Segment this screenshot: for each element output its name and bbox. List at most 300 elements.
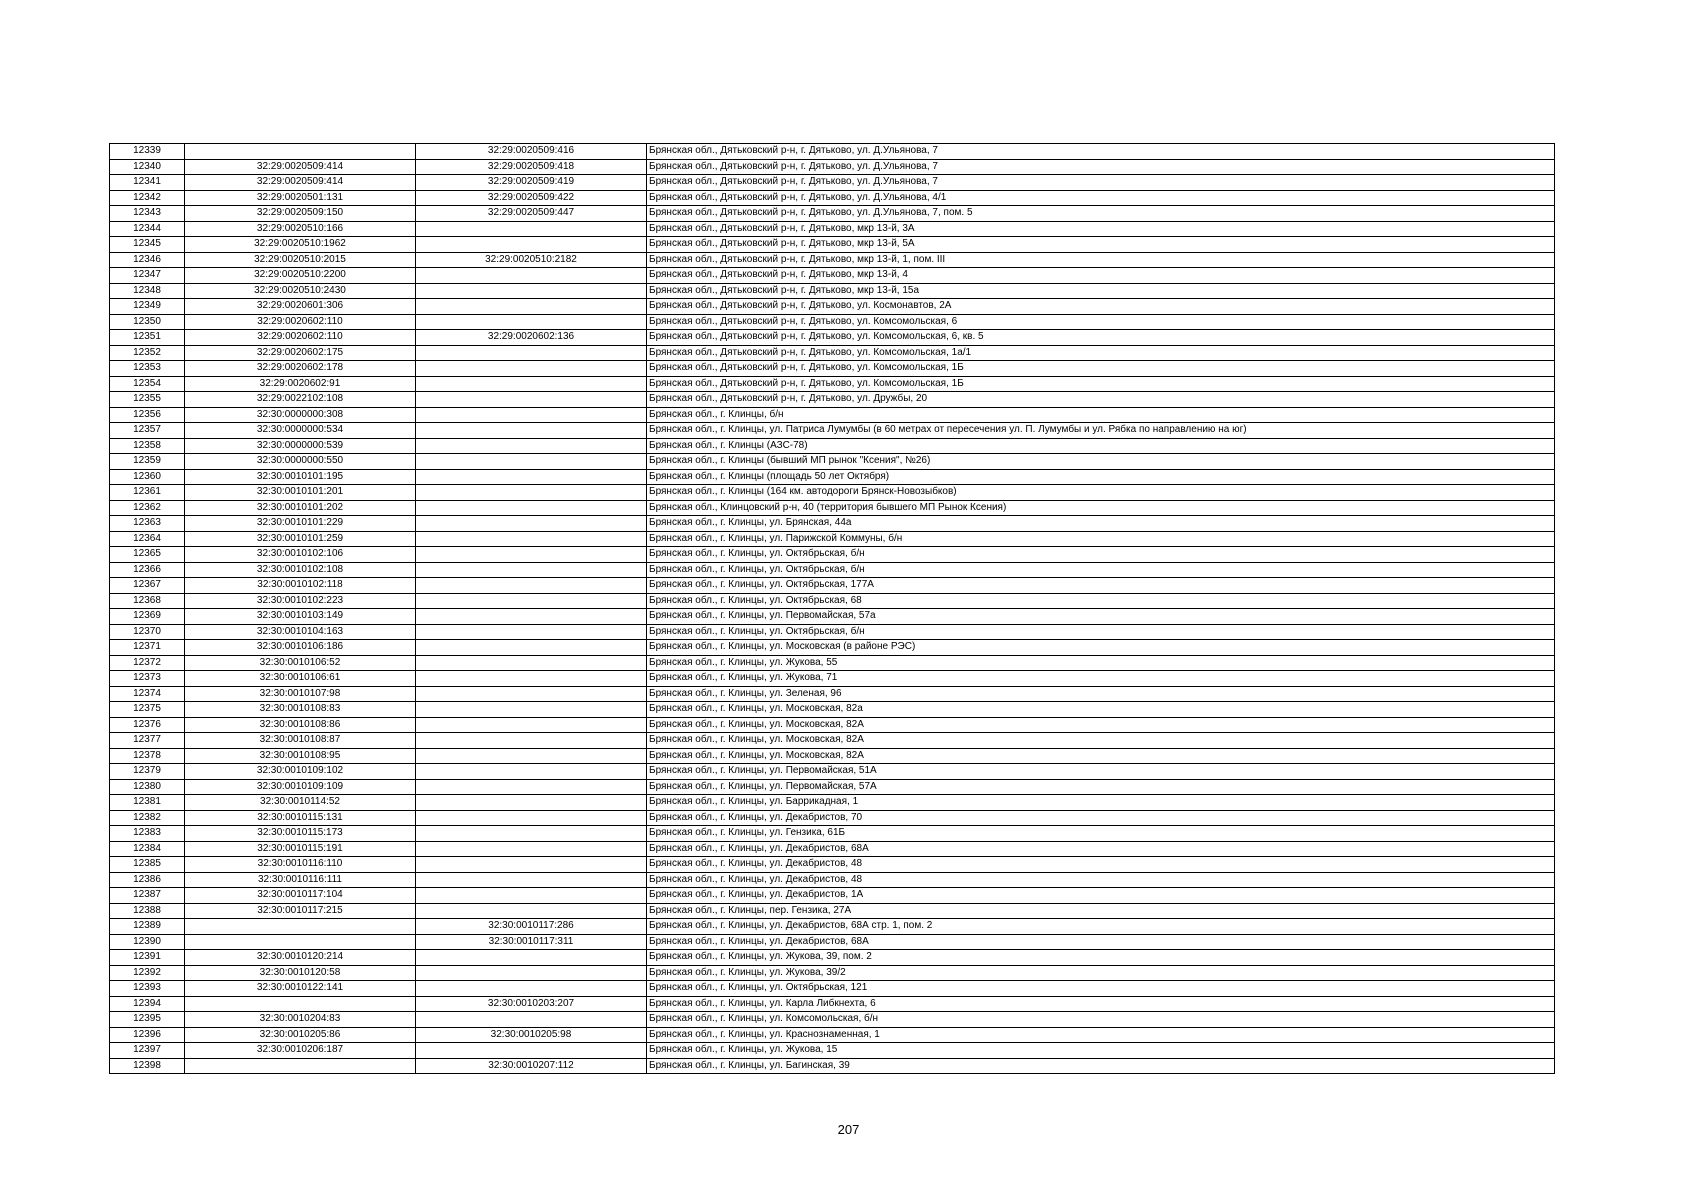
table-row xyxy=(110,609,1555,625)
address-cell: Брянская обл., Дятьковский р-н, г. Дятьково, ул. Комсомольская, 6 xyxy=(647,314,1555,330)
row-number-cell: 12352 xyxy=(110,345,185,361)
address-cell: Брянская обл., Дятьковский р-н, г. Дятьково, ул. Комсомольская, 6, кв. 5 xyxy=(647,330,1555,346)
address-cell: Брянская обл., г. Клинцы, ул. Жукова, 15 xyxy=(647,1043,1555,1059)
address-cell: Брянская обл., г. Клинцы, ул. Жукова, 71 xyxy=(647,671,1555,687)
page-number: 207 xyxy=(837,1122,860,1137)
row-number-cell: 12351 xyxy=(110,330,185,346)
parcel-number-cell: 32:30:0010107:98 xyxy=(185,686,416,702)
building-number-cell xyxy=(416,454,647,470)
address-cell: Брянская обл., г. Клинцы, ул. Декабристов, 48 xyxy=(647,857,1555,873)
row-number-cell: 12383 xyxy=(110,826,185,842)
building-number-cell xyxy=(416,810,647,826)
row-number-cell: 12367 xyxy=(110,578,185,594)
address-cell: Брянская обл., г. Клинцы, ул. Жукова, 39, пом. 2 xyxy=(647,950,1555,966)
building-number-cell xyxy=(416,779,647,795)
address-cell: Брянская обл., г. Клинцы, ул. Багинская, 39 xyxy=(647,1058,1555,1074)
parcel-number-cell: 32:30:0010101:201 xyxy=(185,485,416,501)
address-cell: Брянская обл., г. Клинцы, б/н xyxy=(647,407,1555,423)
building-number-cell xyxy=(416,950,647,966)
table-row xyxy=(110,531,1555,547)
parcel-number-cell: 32:30:0010101:195 xyxy=(185,469,416,485)
table-row xyxy=(110,640,1555,656)
parcel-number-cell: 32:30:0010106:61 xyxy=(185,671,416,687)
address-cell: Брянская обл., г. Клинцы, ул. Парижской Коммуны, б/н xyxy=(647,531,1555,547)
table-row xyxy=(110,702,1555,718)
building-number-cell xyxy=(416,748,647,764)
building-number-cell xyxy=(416,314,647,330)
address-cell: Брянская обл., Дятьковский р-н, г. Дятьково, ул. Дружбы, 20 xyxy=(647,392,1555,408)
table-row xyxy=(110,1043,1555,1059)
table-row xyxy=(110,717,1555,733)
building-number-cell xyxy=(416,640,647,656)
table-row xyxy=(110,190,1555,206)
table-row xyxy=(110,283,1555,299)
building-number-cell xyxy=(416,531,647,547)
building-number-cell xyxy=(416,221,647,237)
row-number-cell: 12391 xyxy=(110,950,185,966)
row-number-cell: 12355 xyxy=(110,392,185,408)
address-cell: Брянская обл., Дятьковский р-н, г. Дятьково, ул. Космонавтов, 2А xyxy=(647,299,1555,315)
parcel-number-cell: 32:29:0020510:1962 xyxy=(185,237,416,253)
table-row xyxy=(110,919,1555,935)
building-number-cell xyxy=(416,857,647,873)
table-row xyxy=(110,671,1555,687)
row-number-cell: 12358 xyxy=(110,438,185,454)
address-cell: Брянская обл., г. Клинцы, ул. Октябрьская, б/н xyxy=(647,624,1555,640)
parcel-number-cell: 32:30:0010104:163 xyxy=(185,624,416,640)
parcel-number-cell xyxy=(185,919,416,935)
address-cell: Брянская обл., г. Клинцы, пер. Гензика, 27А xyxy=(647,903,1555,919)
table-row xyxy=(110,547,1555,563)
table-row xyxy=(110,1012,1555,1028)
row-number-cell: 12360 xyxy=(110,469,185,485)
address-cell: Брянская обл., г. Клинцы, ул. Первомайская, 51А xyxy=(647,764,1555,780)
table-row xyxy=(110,686,1555,702)
table-row xyxy=(110,485,1555,501)
parcel-number-cell: 32:29:0020510:166 xyxy=(185,221,416,237)
address-cell: Брянская обл., г. Клинцы, ул. Декабристов, 68А стр. 1, пом. 2 xyxy=(647,919,1555,935)
table-row xyxy=(110,454,1555,470)
parcel-number-cell: 32:30:0010109:102 xyxy=(185,764,416,780)
row-number-cell: 12393 xyxy=(110,981,185,997)
table-row xyxy=(110,500,1555,516)
row-number-cell: 12353 xyxy=(110,361,185,377)
parcel-number-cell: 32:30:0010122:141 xyxy=(185,981,416,997)
table-row xyxy=(110,733,1555,749)
table-row xyxy=(110,299,1555,315)
parcel-number-cell: 32:30:0010106:52 xyxy=(185,655,416,671)
row-number-cell: 12348 xyxy=(110,283,185,299)
building-number-cell xyxy=(416,609,647,625)
table-row xyxy=(110,314,1555,330)
building-number-cell xyxy=(416,1012,647,1028)
building-number-cell xyxy=(416,888,647,904)
table-row xyxy=(110,578,1555,594)
table-row xyxy=(110,996,1555,1012)
address-cell: Брянская обл., г. Клинцы, ул. Баррикадная, 1 xyxy=(647,795,1555,811)
address-cell: Брянская обл., Дятьковский р-н, г. Дятьково, ул. Д.Ульянова, 7 xyxy=(647,144,1555,160)
row-number-cell: 12343 xyxy=(110,206,185,222)
building-number-cell xyxy=(416,671,647,687)
parcel-number-cell xyxy=(185,996,416,1012)
table-row xyxy=(110,903,1555,919)
building-number-cell: 32:29:0020602:136 xyxy=(416,330,647,346)
address-cell: Брянская обл., г. Клинцы, ул. Октябрьская, б/н xyxy=(647,547,1555,563)
address-cell: Брянская обл., г. Клинцы (164 км. автодороги Брянск-Новозыбков) xyxy=(647,485,1555,501)
parcel-number-cell: 32:29:0020602:110 xyxy=(185,330,416,346)
building-number-cell xyxy=(416,826,647,842)
parcel-number-cell: 32:29:0020509:414 xyxy=(185,159,416,175)
parcel-number-cell: 32:30:0010101:259 xyxy=(185,531,416,547)
row-number-cell: 12388 xyxy=(110,903,185,919)
row-number-cell: 12382 xyxy=(110,810,185,826)
row-number-cell: 12347 xyxy=(110,268,185,284)
parcel-number-cell: 32:29:0020602:175 xyxy=(185,345,416,361)
table-row xyxy=(110,888,1555,904)
address-cell: Брянская обл., г. Клинцы, ул. Октябрьская, 177А xyxy=(647,578,1555,594)
parcel-number-cell: 32:30:0010102:106 xyxy=(185,547,416,563)
row-number-cell: 12354 xyxy=(110,376,185,392)
building-number-cell xyxy=(416,764,647,780)
table-row xyxy=(110,423,1555,439)
table-row xyxy=(110,1027,1555,1043)
address-cell: Брянская обл., г. Клинцы, ул. Первомайская, 57А xyxy=(647,779,1555,795)
address-cell: Брянская обл., г. Клинцы, ул. Московская, 82А xyxy=(647,733,1555,749)
row-number-cell: 12369 xyxy=(110,609,185,625)
table-row xyxy=(110,795,1555,811)
table-row xyxy=(110,624,1555,640)
parcel-number-cell: 32:30:0010115:191 xyxy=(185,841,416,857)
building-number-cell: 32:30:0010207:112 xyxy=(416,1058,647,1074)
table-row xyxy=(110,857,1555,873)
address-cell: Брянская обл., Дятьковский р-н, г. Дятьково, ул. Комсомольская, 1Б xyxy=(647,361,1555,377)
building-number-cell xyxy=(416,965,647,981)
table-row xyxy=(110,361,1555,377)
table-row xyxy=(110,345,1555,361)
parcel-number-cell: 32:30:0010115:131 xyxy=(185,810,416,826)
address-cell: Брянская обл., г. Клинцы, ул. Гензика, 61Б xyxy=(647,826,1555,842)
address-cell: Брянская обл., г. Клинцы, ул. Московская, 82а xyxy=(647,702,1555,718)
building-number-cell xyxy=(416,624,647,640)
address-cell: Брянская обл., Дятьковский р-н, г. Дятьково, ул. Д.Ульянова, 7, пом. 5 xyxy=(647,206,1555,222)
address-cell: Брянская обл., г. Клинцы (АЗС-78) xyxy=(647,438,1555,454)
parcel-number-cell: 32:29:0020509:414 xyxy=(185,175,416,191)
row-number-cell: 12357 xyxy=(110,423,185,439)
table-row xyxy=(110,252,1555,268)
table-row xyxy=(110,438,1555,454)
address-cell: Брянская обл., г. Клинцы, ул. Первомайская, 57а xyxy=(647,609,1555,625)
row-number-cell: 12350 xyxy=(110,314,185,330)
building-number-cell xyxy=(416,500,647,516)
row-number-cell: 12375 xyxy=(110,702,185,718)
table-row xyxy=(110,764,1555,780)
row-number-cell: 12359 xyxy=(110,454,185,470)
address-cell: Брянская обл., г. Клинцы, ул. Патриса Лумумбы (в 60 метрах от пересечения ул. П. Лумумбы и ул. Рябка по направлению на юг) xyxy=(647,423,1555,439)
parcel-number-cell: 32:30:0010116:111 xyxy=(185,872,416,888)
address-cell: Брянская обл., г. Клинцы, ул. Московская, 82А xyxy=(647,748,1555,764)
parcel-number-cell: 32:30:0010108:86 xyxy=(185,717,416,733)
parcel-number-cell: 32:29:0022102:108 xyxy=(185,392,416,408)
registry-table-body xyxy=(110,144,1555,1074)
parcel-number-cell: 32:29:0020510:2015 xyxy=(185,252,416,268)
parcel-number-cell xyxy=(185,934,416,950)
row-number-cell: 12344 xyxy=(110,221,185,237)
parcel-number-cell: 32:30:0010102:108 xyxy=(185,562,416,578)
building-number-cell xyxy=(416,981,647,997)
parcel-number-cell: 32:30:0010120:214 xyxy=(185,950,416,966)
address-cell: Брянская обл., г. Клинцы, ул. Декабристов, 70 xyxy=(647,810,1555,826)
building-number-cell xyxy=(416,702,647,718)
row-number-cell: 12364 xyxy=(110,531,185,547)
table-row xyxy=(110,237,1555,253)
row-number-cell: 12372 xyxy=(110,655,185,671)
address-cell: Брянская обл., Дятьковский р-н, г. Дятьково, мкр 13-й, 3А xyxy=(647,221,1555,237)
row-number-cell: 12361 xyxy=(110,485,185,501)
address-cell: Брянская обл., г. Клинцы, ул. Жукова, 55 xyxy=(647,655,1555,671)
building-number-cell xyxy=(416,485,647,501)
row-number-cell: 12349 xyxy=(110,299,185,315)
row-number-cell: 12394 xyxy=(110,996,185,1012)
address-cell: Брянская обл., г. Клинцы, ул. Декабристов, 68А xyxy=(647,841,1555,857)
building-number-cell xyxy=(416,733,647,749)
parcel-number-cell: 32:29:0020510:2430 xyxy=(185,283,416,299)
table-row xyxy=(110,826,1555,842)
table-row xyxy=(110,934,1555,950)
row-number-cell: 12379 xyxy=(110,764,185,780)
row-number-cell: 12396 xyxy=(110,1027,185,1043)
building-number-cell xyxy=(416,872,647,888)
row-number-cell: 12362 xyxy=(110,500,185,516)
parcel-number-cell: 32:30:0010102:223 xyxy=(185,593,416,609)
parcel-number-cell: 32:30:0000000:550 xyxy=(185,454,416,470)
table-row xyxy=(110,144,1555,160)
parcel-number-cell: 32:30:0010106:186 xyxy=(185,640,416,656)
parcel-number-cell: 32:29:0020602:110 xyxy=(185,314,416,330)
row-number-cell: 12378 xyxy=(110,748,185,764)
building-number-cell xyxy=(416,1043,647,1059)
building-number-cell xyxy=(416,655,647,671)
address-cell: Брянская обл., г. Клинцы, ул. Московская, 82А xyxy=(647,717,1555,733)
parcel-number-cell: 32:30:0010204:83 xyxy=(185,1012,416,1028)
parcel-number-cell: 32:29:0020501:131 xyxy=(185,190,416,206)
row-number-cell: 12385 xyxy=(110,857,185,873)
row-number-cell: 12381 xyxy=(110,795,185,811)
building-number-cell xyxy=(416,345,647,361)
building-number-cell xyxy=(416,593,647,609)
address-cell: Брянская обл., г. Клинцы, ул. Октябрьская, 121 xyxy=(647,981,1555,997)
row-number-cell: 12371 xyxy=(110,640,185,656)
address-cell: Брянская обл., г. Клинцы, ул. Жукова, 39/2 xyxy=(647,965,1555,981)
table-row xyxy=(110,562,1555,578)
address-cell: Брянская обл., Дятьковский р-н, г. Дятьково, мкр 13-й, 5А xyxy=(647,237,1555,253)
table-row xyxy=(110,330,1555,346)
table-row xyxy=(110,593,1555,609)
building-number-cell: 32:30:0010117:311 xyxy=(416,934,647,950)
parcel-number-cell: 32:30:0010102:118 xyxy=(185,578,416,594)
building-number-cell xyxy=(416,376,647,392)
building-number-cell xyxy=(416,299,647,315)
parcel-number-cell: 32:29:0020601:306 xyxy=(185,299,416,315)
row-number-cell: 12392 xyxy=(110,965,185,981)
parcel-number-cell: 32:30:0010108:95 xyxy=(185,748,416,764)
table-row xyxy=(110,748,1555,764)
table-row xyxy=(110,981,1555,997)
address-cell: Брянская обл., г. Клинцы, ул. Московская (в районе РЭС) xyxy=(647,640,1555,656)
parcel-number-cell: 32:30:0010114:52 xyxy=(185,795,416,811)
row-number-cell: 12341 xyxy=(110,175,185,191)
parcel-number-cell: 32:30:0010206:187 xyxy=(185,1043,416,1059)
building-number-cell: 32:29:0020510:2182 xyxy=(416,252,647,268)
address-cell: Брянская обл., Дятьковский р-н, г. Дятьково, мкр 13-й, 1, пом. III xyxy=(647,252,1555,268)
address-cell: Брянская обл., г. Клинцы, ул. Декабристов, 1А xyxy=(647,888,1555,904)
address-cell: Брянская обл., Дятьковский р-н, г. Дятьково, ул. Комсомольская, 1а/1 xyxy=(647,345,1555,361)
building-number-cell xyxy=(416,717,647,733)
parcel-number-cell: 32:29:0020510:2200 xyxy=(185,268,416,284)
parcel-number-cell: 32:30:0000000:539 xyxy=(185,438,416,454)
building-number-cell xyxy=(416,237,647,253)
table-row xyxy=(110,965,1555,981)
building-number-cell: 32:29:0020509:416 xyxy=(416,144,647,160)
address-cell: Брянская обл., Дятьковский р-н, г. Дятьково, ул. Д.Ульянова, 4/1 xyxy=(647,190,1555,206)
row-number-cell: 12387 xyxy=(110,888,185,904)
parcel-number-cell: 32:30:0010109:109 xyxy=(185,779,416,795)
row-number-cell: 12363 xyxy=(110,516,185,532)
building-number-cell xyxy=(416,562,647,578)
building-number-cell: 32:30:0010203:207 xyxy=(416,996,647,1012)
building-number-cell xyxy=(416,361,647,377)
parcel-number-cell: 32:30:0010103:149 xyxy=(185,609,416,625)
table-row xyxy=(110,872,1555,888)
parcel-number-cell: 32:30:0010117:215 xyxy=(185,903,416,919)
building-number-cell: 32:30:0010205:98 xyxy=(416,1027,647,1043)
table-row xyxy=(110,221,1555,237)
building-number-cell xyxy=(416,392,647,408)
address-cell: Брянская обл., г. Клинцы, ул. Комсомольская, б/н xyxy=(647,1012,1555,1028)
row-number-cell: 12376 xyxy=(110,717,185,733)
address-cell: Брянская обл., г. Клинцы (бывший МП рынок "Ксения", №26) xyxy=(647,454,1555,470)
building-number-cell xyxy=(416,283,647,299)
parcel-number-cell: 32:30:0010116:110 xyxy=(185,857,416,873)
row-number-cell: 12374 xyxy=(110,686,185,702)
table-row xyxy=(110,516,1555,532)
parcel-number-cell: 32:30:0010115:173 xyxy=(185,826,416,842)
building-number-cell: 32:30:0010117:286 xyxy=(416,919,647,935)
building-number-cell xyxy=(416,469,647,485)
parcel-number-cell: 32:29:0020602:91 xyxy=(185,376,416,392)
parcel-number-cell: 32:29:0020602:178 xyxy=(185,361,416,377)
building-number-cell xyxy=(416,268,647,284)
row-number-cell: 12368 xyxy=(110,593,185,609)
building-number-cell xyxy=(416,795,647,811)
parcel-number-cell xyxy=(185,144,416,160)
table-row xyxy=(110,268,1555,284)
building-number-cell: 32:29:0020509:419 xyxy=(416,175,647,191)
building-number-cell xyxy=(416,423,647,439)
address-cell: Брянская обл., г. Клинцы, ул. Декабристов, 68А xyxy=(647,934,1555,950)
parcel-number-cell: 32:29:0020509:150 xyxy=(185,206,416,222)
parcel-number-cell xyxy=(185,1058,416,1074)
row-number-cell: 12370 xyxy=(110,624,185,640)
building-number-cell xyxy=(416,438,647,454)
row-number-cell: 12380 xyxy=(110,779,185,795)
building-number-cell xyxy=(416,578,647,594)
row-number-cell: 12346 xyxy=(110,252,185,268)
parcel-number-cell: 32:30:0010205:86 xyxy=(185,1027,416,1043)
building-number-cell xyxy=(416,903,647,919)
row-number-cell: 12345 xyxy=(110,237,185,253)
address-cell: Брянская обл., Дятьковский р-н, г. Дятьково, ул. Комсомольская, 1Б xyxy=(647,376,1555,392)
address-cell: Брянская обл., Дятьковский р-н, г. Дятьково, мкр 13-й, 4 xyxy=(647,268,1555,284)
address-cell: Брянская обл., Дятьковский р-н, г. Дятьково, ул. Д.Ульянова, 7 xyxy=(647,159,1555,175)
address-cell: Брянская обл., Клинцовский р-н, 40 (территория бывшего МП Рынок Ксения) xyxy=(647,500,1555,516)
parcel-number-cell: 32:30:0010120:58 xyxy=(185,965,416,981)
address-cell: Брянская обл., г. Клинцы, ул. Декабристов, 48 xyxy=(647,872,1555,888)
row-number-cell: 12356 xyxy=(110,407,185,423)
parcel-number-cell: 32:30:0010101:229 xyxy=(185,516,416,532)
parcel-number-cell: 32:30:0010117:104 xyxy=(185,888,416,904)
building-number-cell xyxy=(416,516,647,532)
table-row xyxy=(110,1058,1555,1074)
building-number-cell: 32:29:0020509:447 xyxy=(416,206,647,222)
row-number-cell: 12395 xyxy=(110,1012,185,1028)
row-number-cell: 12386 xyxy=(110,872,185,888)
table-row xyxy=(110,950,1555,966)
parcel-number-cell: 32:30:0010108:87 xyxy=(185,733,416,749)
property-registry-table xyxy=(109,143,1555,1074)
row-number-cell: 12398 xyxy=(110,1058,185,1074)
table-row xyxy=(110,392,1555,408)
building-number-cell xyxy=(416,686,647,702)
row-number-cell: 12384 xyxy=(110,841,185,857)
address-cell: Брянская обл., г. Клинцы, ул. Зеленая, 96 xyxy=(647,686,1555,702)
table-row xyxy=(110,407,1555,423)
table-row xyxy=(110,810,1555,826)
parcel-number-cell: 32:30:0000000:308 xyxy=(185,407,416,423)
row-number-cell: 12339 xyxy=(110,144,185,160)
address-cell: Брянская обл., Дятьковский р-н, г. Дятьково, мкр 13-й, 15а xyxy=(647,283,1555,299)
table-row xyxy=(110,159,1555,175)
table-row xyxy=(110,206,1555,222)
table-row xyxy=(110,841,1555,857)
address-cell: Брянская обл., г. Клинцы, ул. Брянская, 44а xyxy=(647,516,1555,532)
address-cell: Брянская обл., г. Клинцы, ул. Краснознаменная, 1 xyxy=(647,1027,1555,1043)
row-number-cell: 12340 xyxy=(110,159,185,175)
row-number-cell: 12365 xyxy=(110,547,185,563)
parcel-number-cell: 32:30:0010101:202 xyxy=(185,500,416,516)
table-row xyxy=(110,376,1555,392)
row-number-cell: 12377 xyxy=(110,733,185,749)
building-number-cell xyxy=(416,547,647,563)
address-cell: Брянская обл., Дятьковский р-н, г. Дятьково, ул. Д.Ульянова, 7 xyxy=(647,175,1555,191)
row-number-cell: 12366 xyxy=(110,562,185,578)
row-number-cell: 12390 xyxy=(110,934,185,950)
address-cell: Брянская обл., г. Клинцы (площадь 50 лет Октября) xyxy=(647,469,1555,485)
address-cell: Брянская обл., г. Клинцы, ул. Октябрьская, 68 xyxy=(647,593,1555,609)
building-number-cell: 32:29:0020509:422 xyxy=(416,190,647,206)
table-row xyxy=(110,655,1555,671)
row-number-cell: 12342 xyxy=(110,190,185,206)
row-number-cell: 12389 xyxy=(110,919,185,935)
building-number-cell xyxy=(416,407,647,423)
address-cell: Брянская обл., г. Клинцы, ул. Октябрьская, б/н xyxy=(647,562,1555,578)
building-number-cell xyxy=(416,841,647,857)
table-row xyxy=(110,469,1555,485)
table-row xyxy=(110,175,1555,191)
address-cell: Брянская обл., г. Клинцы, ул. Карла Либкнехта, 6 xyxy=(647,996,1555,1012)
building-number-cell: 32:29:0020509:418 xyxy=(416,159,647,175)
table-row xyxy=(110,779,1555,795)
row-number-cell: 12373 xyxy=(110,671,185,687)
